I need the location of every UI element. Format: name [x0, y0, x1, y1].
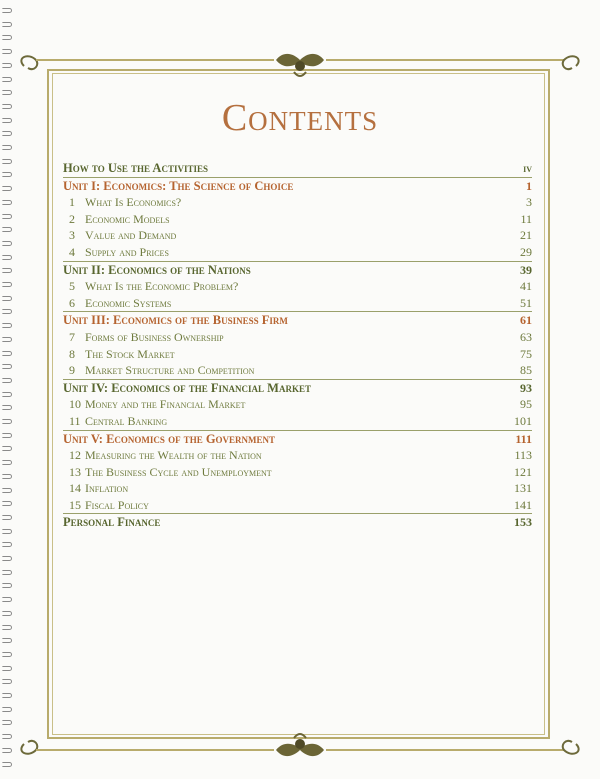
spiral-coil: [2, 49, 12, 54]
toc-page-number: 101: [514, 413, 532, 428]
spiral-coil: [2, 241, 12, 246]
spiral-coil: [2, 268, 12, 273]
spiral-coil: [2, 419, 12, 424]
toc-entry-text: Unit I: Economics: The Science of Choice: [63, 178, 294, 193]
toc-entry-number: 15: [69, 497, 81, 512]
toc-entry-text: Measuring the Wealth of the Nation: [85, 448, 262, 463]
toc-lesson-entry: [63, 244, 532, 261]
page-title: Contents: [221, 97, 379, 139]
toc-page-number: 21: [520, 228, 532, 243]
toc-page-number: iv: [523, 161, 532, 175]
spiral-coil: [2, 255, 12, 260]
spiral-coil: [2, 515, 12, 520]
spiral-coil: [2, 652, 12, 657]
toc-entry-text: Unit IV: Economics of the Financial Market: [63, 380, 311, 395]
toc-unit-heading: [63, 262, 532, 279]
toc-entry-number: 1: [69, 195, 75, 210]
toc-lesson-entry: [63, 295, 532, 312]
spiral-coil: [2, 433, 12, 438]
toc-entry-number: 3: [69, 228, 75, 243]
toc-lesson-entry: [63, 211, 532, 228]
toc-entry-text: The Stock Market: [85, 346, 175, 361]
spiral-coil: [2, 227, 12, 232]
spiral-coil: [2, 337, 12, 342]
toc-entry-label: [63, 362, 254, 379]
spiral-coil: [2, 597, 12, 602]
toc-unit-heading: [63, 514, 532, 531]
toc-lesson-entry: [63, 278, 532, 295]
toc-entry-label: [63, 211, 170, 228]
toc-entry-text: Central Banking: [85, 413, 168, 428]
toc-page-number: 121: [514, 464, 532, 479]
toc-entry-text: Unit V: Economics of the Government: [63, 431, 276, 446]
toc-entry-label: [63, 160, 208, 177]
spiral-coil: [2, 77, 12, 82]
toc-entry-text: The Business Cycle and Unemployment: [85, 464, 272, 479]
spiral-coil: [2, 542, 12, 547]
toc-entry-number: 9: [69, 363, 75, 378]
toc-entry-number: 6: [69, 295, 75, 310]
toc-lesson-entry: [63, 497, 532, 514]
spiral-coil: [2, 8, 12, 13]
spiral-coil: [2, 474, 12, 479]
toc-entry-label: [63, 431, 275, 448]
spiral-coil: [2, 638, 12, 643]
spiral-coil: [2, 611, 12, 616]
spiral-coil: [2, 309, 12, 314]
toc-entry-number: 12: [69, 448, 81, 463]
spiral-coil: [2, 145, 12, 150]
spiral-coil: [2, 392, 12, 397]
toc-entry-text: Forms of Business Ownership: [85, 329, 224, 344]
toc-entry-text: What Is the Economic Problem?: [85, 279, 239, 294]
toc-entry-label: [63, 262, 251, 279]
toc-entry-number: 13: [69, 464, 81, 479]
spiral-coil: [2, 172, 12, 177]
spiral-coil: [2, 762, 12, 767]
toc-page-number: 61: [520, 313, 532, 328]
spiral-coil: [2, 63, 12, 68]
toc-entry-text: How to Use the Activities: [63, 161, 208, 175]
toc-lesson-entry: [63, 194, 532, 211]
spiral-coil: [2, 214, 12, 219]
toc-entry-label: [63, 514, 160, 531]
toc-lesson-entry: [63, 447, 532, 464]
toc-entry-text: Market Structure and Competition: [85, 363, 255, 378]
spiral-coil: [2, 556, 12, 561]
toc-entry-number: 7: [69, 329, 75, 344]
spiral-coil: [2, 364, 12, 369]
spiral-coil: [2, 460, 12, 465]
spiral-coil: [2, 488, 12, 493]
toc-entry-number: 5: [69, 279, 75, 294]
toc-unit-heading: [63, 431, 532, 448]
toc-entry-text: What Is Economics?: [85, 195, 182, 210]
toc-page-number: 85: [520, 363, 532, 378]
toc-lesson-entry: [63, 227, 532, 244]
spiral-coil: [2, 693, 12, 698]
toc-page-number: 141: [514, 497, 532, 512]
toc-page-number: 51: [520, 295, 532, 310]
spiral-coil: [2, 90, 12, 95]
toc-page-number: 113: [514, 448, 532, 463]
toc-entry-label: [63, 464, 272, 481]
toc-entry-label: [63, 194, 181, 211]
toc-lesson-entry: [63, 464, 532, 481]
spiral-coil: [2, 529, 12, 534]
spiral-coil: [2, 583, 12, 588]
toc-entry-label: [63, 447, 262, 464]
toc-entry-label: [63, 346, 175, 363]
spiral-coil: [2, 200, 12, 205]
toc-entry-number: 14: [69, 481, 81, 496]
spiral-coil: [2, 159, 12, 164]
toc-entry-label: [63, 295, 171, 312]
toc-page-number: 93: [520, 380, 532, 395]
toc-page-number: 1: [526, 178, 532, 193]
toc-lesson-entry: [63, 480, 532, 497]
toc-entry-label: [63, 312, 288, 329]
spiral-coil: [2, 734, 12, 739]
toc-entry-label: [63, 380, 311, 397]
toc-page-number: 41: [520, 279, 532, 294]
toc-lesson-entry: [63, 413, 532, 430]
spiral-coil: [2, 35, 12, 40]
toc-unit-heading: [63, 380, 532, 397]
spiral-coil: [2, 720, 12, 725]
spiral-coil: [2, 570, 12, 575]
spiral-coil: [2, 296, 12, 301]
toc-lesson-entry: [63, 329, 532, 346]
toc-entry-text: Unit II: Economics of the Nations: [63, 262, 251, 277]
toc-unit-heading: [63, 312, 532, 329]
spiral-coil: [2, 501, 12, 506]
toc-entry-text: Money and the Financial Market: [85, 397, 246, 412]
toc-page-number: 95: [520, 397, 532, 412]
toc-lesson-entry: [63, 362, 532, 379]
toc-entry-label: [63, 480, 128, 497]
toc-entry-label: [63, 178, 293, 195]
toc-entry-label: [63, 278, 238, 295]
toc-entry-text: Economic Models: [85, 211, 170, 226]
toc-lesson-entry: [63, 396, 532, 413]
spiral-coil: [2, 625, 12, 630]
toc-entry-number: 4: [69, 244, 75, 259]
toc-entry-number: 11: [69, 413, 81, 428]
toc-entry-label: [63, 244, 169, 261]
spiral-coil: [2, 378, 12, 383]
toc-entry-text: Unit III: Economics of the Business Firm: [63, 313, 288, 328]
toc-entry-text: Supply and Prices: [85, 244, 169, 259]
toc-page-number: 131: [514, 481, 532, 496]
spiral-coil: [2, 323, 12, 328]
toc-page-number: 153: [514, 515, 532, 530]
toc-entry-text: Inflation: [85, 481, 129, 496]
toc-entry-text: Fiscal Policy: [85, 497, 149, 512]
spiral-coil: [2, 446, 12, 451]
toc-entry-label: [63, 413, 167, 430]
toc-page-number: 11: [520, 211, 532, 226]
toc-entry-text: Personal Finance: [63, 515, 161, 530]
toc-unit-heading: [63, 160, 532, 177]
spiral-coil: [2, 282, 12, 287]
toc-page-number: 39: [520, 262, 532, 277]
spiral-coil: [2, 351, 12, 356]
toc-page-number: 3: [526, 195, 532, 210]
toc-page-number: 29: [520, 244, 532, 259]
spiral-coil: [2, 748, 12, 753]
toc-entry-text: Value and Demand: [85, 228, 177, 243]
toc-entry-label: [63, 497, 149, 514]
table-of-contents: [63, 160, 532, 531]
bottom-flourish-ornament: [14, 730, 586, 766]
spiral-coil: [2, 666, 12, 671]
toc-page-number: 75: [520, 346, 532, 361]
toc-entry-number: 10: [69, 397, 81, 412]
spiral-coil: [2, 405, 12, 410]
top-flourish-ornament: [14, 48, 586, 82]
toc-entry-number: 8: [69, 346, 75, 361]
spiral-coil: [2, 707, 12, 712]
toc-entry-label: [63, 227, 176, 244]
toc-page-number: 63: [520, 329, 532, 344]
spiral-coil: [2, 186, 12, 191]
spiral-coil: [2, 679, 12, 684]
toc-entry-text: Economic Systems: [85, 295, 172, 310]
toc-page-number: 111: [515, 431, 532, 446]
toc-lesson-entry: [63, 346, 532, 363]
toc-entry-label: [63, 396, 245, 413]
spiral-coil: [2, 22, 12, 27]
toc-unit-heading: [63, 178, 532, 195]
toc-entry-number: 2: [69, 211, 75, 226]
toc-entry-label: [63, 329, 224, 346]
